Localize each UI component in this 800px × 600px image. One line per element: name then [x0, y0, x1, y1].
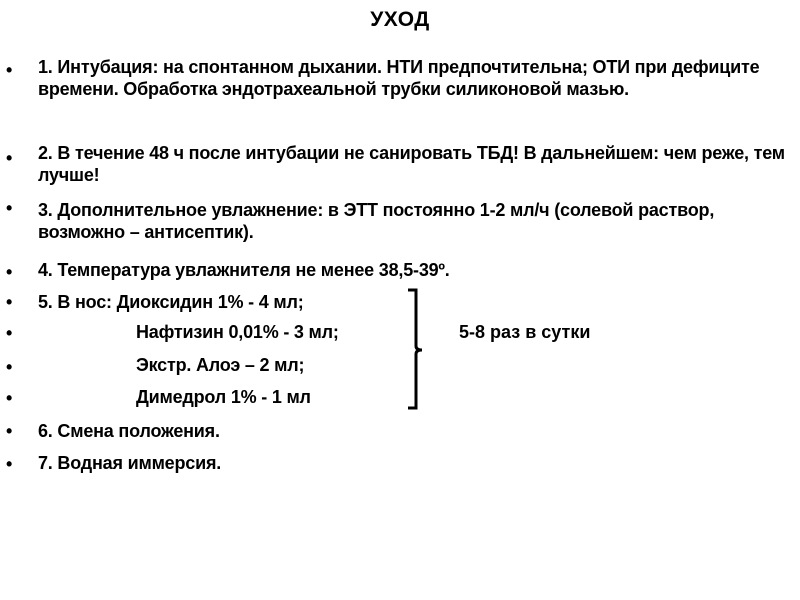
list-item-naphazoline: Нафтизин 0,01% - 3 мл; — [136, 322, 339, 342]
list-item-aloe: Экстр. Алоэ – 2 мл; — [136, 355, 305, 375]
bullet-icon: • — [6, 454, 13, 474]
bullet-icon: • — [6, 388, 13, 408]
slide-title: УХОД — [370, 8, 430, 31]
frequency-label: 5-8 раз в сутки — [459, 322, 591, 342]
bullet-icon: • — [6, 148, 13, 168]
bullet-icon: • — [6, 198, 13, 218]
bullet-icon: • — [6, 262, 13, 282]
bullet-icon: • — [6, 292, 13, 312]
bullet-icon: • — [6, 421, 13, 441]
right-brace-icon — [404, 288, 428, 412]
list-item-position-change: 6. Смена положения. — [38, 421, 220, 441]
list-item-humidification: 3. Дополнительное увлажнение: в ЭТТ постоянно 1-2 мл/ч (солевой раствор, возможно – антисептик). — [38, 200, 715, 242]
list-item-sanitation: 2. В течение 48 ч после интубации не санировать ТБД! В дальнейшем: чем реже, тем лучше! — [38, 143, 785, 185]
list-item-water-immersion: 7. Водная иммерсия. — [38, 453, 222, 473]
bullet-icon: • — [6, 357, 13, 377]
list-item-nasal-drops: 5. В нос: Диоксидин 1% - 4 мл; — [38, 292, 304, 312]
list-item-intubation: 1. Интубация: на спонтанном дыхании. НТИ предпочтительна; ОТИ при дефиците времени. Обработка эндотрахеальной трубки силиконовой мазью. — [38, 57, 760, 99]
list-item-diphenhydramine: Димедрол 1% - 1 мл — [136, 387, 311, 407]
list-item-humidifier-temperature: 4. Температура увлажнителя не менее 38,5-39º. — [38, 260, 450, 280]
bullet-icon: • — [6, 60, 13, 80]
bullet-icon: • — [6, 323, 13, 343]
